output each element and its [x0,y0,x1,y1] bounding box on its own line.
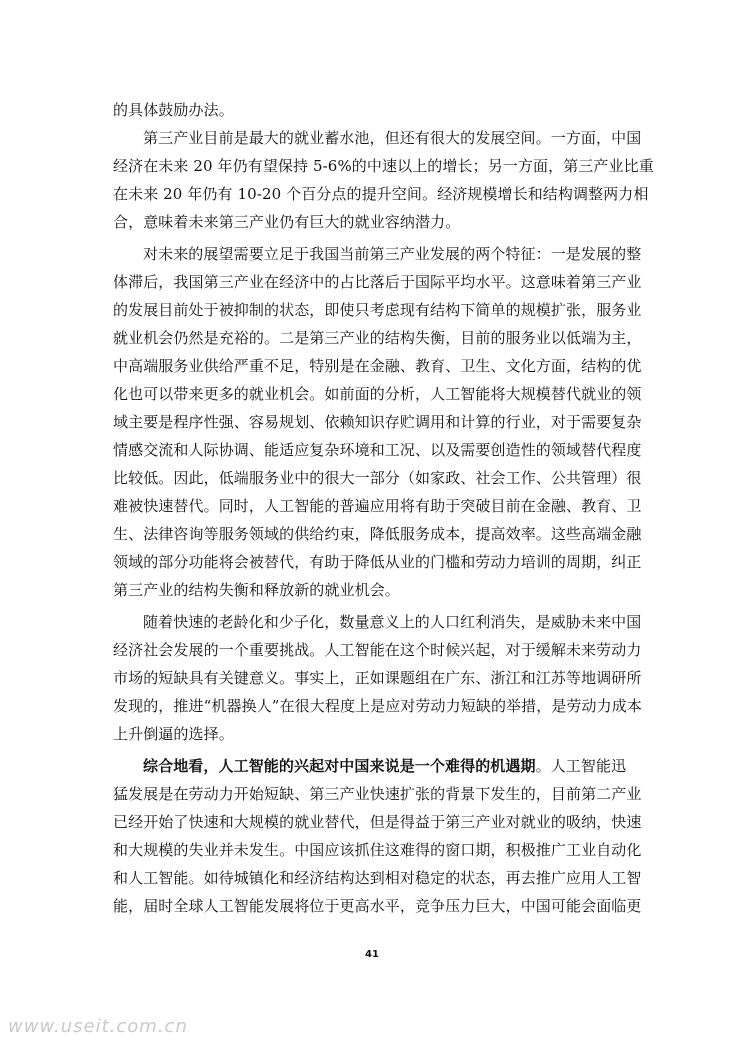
text-line: 的发展目前处于被抑制的状态，即使只考虑现有结构下简单的规模扩张，服务业 [113,301,642,319]
text-line: 猛发展是在劳动力开始短缺、第三产业快速扩张的背景下发生的，目前第二产业 [113,785,642,803]
text-line: 情感交流和人际协调、能适应复杂环境和工况、以及需要创造性的领域替代程度 [113,441,642,459]
bold-lead-text: 综合地看，人工智能的兴起对中国来说是一个难得的机遇期 [143,757,536,775]
text-line: 在未来 20 年仍有 10-20 个百分点的提升空间。经济规模增长和结构调整两力相 [113,185,649,203]
text-line: 的具体鼓励办法。 [113,101,234,119]
text-line: 对未来的展望需要立足于我国当前第三产业发展的两个特征：一是发展的整 [143,245,642,263]
paragraph [113,608,642,748]
paragraph [113,240,642,604]
text-line [113,752,632,780]
text-line: 市场的短缺具有关键意义。事实上，正如课题组在广东、浙江和江苏等地调研所 [113,669,642,687]
text-line: 领域的部分功能将会被替代，有助于降低从业的门槛和劳动力培训的周期，纠正 [113,553,642,571]
paragraph [113,96,632,124]
text-line: 经济社会发展的一个重要挑战。人工智能在这个时候兴起，对于缓解未来劳动力 [113,641,642,659]
text-line: 随着快速的老龄化和少子化，数量意义上的人口红利消失，是威胁未来中国 [143,613,642,631]
text-line: 合，意味着未来第三产业仍有巨大的就业容纳潜力。 [113,213,461,231]
text-line: 上升倒逼的选择。 [113,725,234,743]
lead-rest-text: 。人工智能迅 [535,757,627,775]
text-line: 生、法律咨询等服务领域的供给约束，降低服务成本，提高效率。这些高端金融 [113,525,642,543]
text-line: 和大规模的失业并未发生。中国应该抓住这难得的窗口期，积极推广工业自动化 [113,841,642,859]
text-line: 体滞后，我国第三产业在经济中的占比落后于国际平均水平。这意味着第三产业 [113,273,642,291]
paragraph [113,124,654,236]
text-line: 已经开始了快速和大规模的就业替代，但是得益于第三产业对就业的吸纳，快速 [113,813,642,831]
page-number: 41 [365,949,379,960]
text-line: 域主要是程序性强、容易规划、依赖知识存贮调用和计算的行业，对于需要复杂 [113,413,642,431]
text-line: 第三产业目前是最大的就业蓄水池，但还有很大的发展空间。一方面，中国 [143,129,642,147]
text-line: 就业机会仍然是充裕的。二是第三产业的结构失衡，目前的服务业以低端为主， [113,329,642,347]
text-line: 能，届时全球人工智能发展将位于更高水平，竞争压力巨大，中国可能会面临更 [113,897,642,915]
watermark: www.useit.com.cn [8,1016,188,1037]
text-line: 发现的，推进“机器换人”在很大程度上是应对劳动力短缺的举措，是劳动力成本 [113,697,642,715]
text-line: 和人工智能。如待城镇化和经济结构达到相对稳定的状态，再去推广应用人工智 [113,869,642,887]
text-line: 经济在未来 20 年仍有望保持 5-6%的中速以上的增长；另一方面，第三产业比重 [113,157,654,175]
text-line: 化也可以带来更多的就业机会。如前面的分析，人工智能将大规模替代就业的领 [113,385,642,403]
text-line: 比较低。因此，低端服务业中的很大一部分（如家政、社会工作、公共管理）很 [113,469,642,487]
text-line: 中高端服务业供给严重不足，特别是在金融、教育、卫生、文化方面，结构的优 [113,357,642,375]
text-line: 第三产业的结构失衡和释放新的就业机会。 [113,581,400,599]
paragraph [113,752,642,920]
document-body [113,96,654,920]
text-line: 难被快速替代。同时，人工智能的普遍应用将有助于突破目前在金融、教育、卫 [113,497,642,515]
